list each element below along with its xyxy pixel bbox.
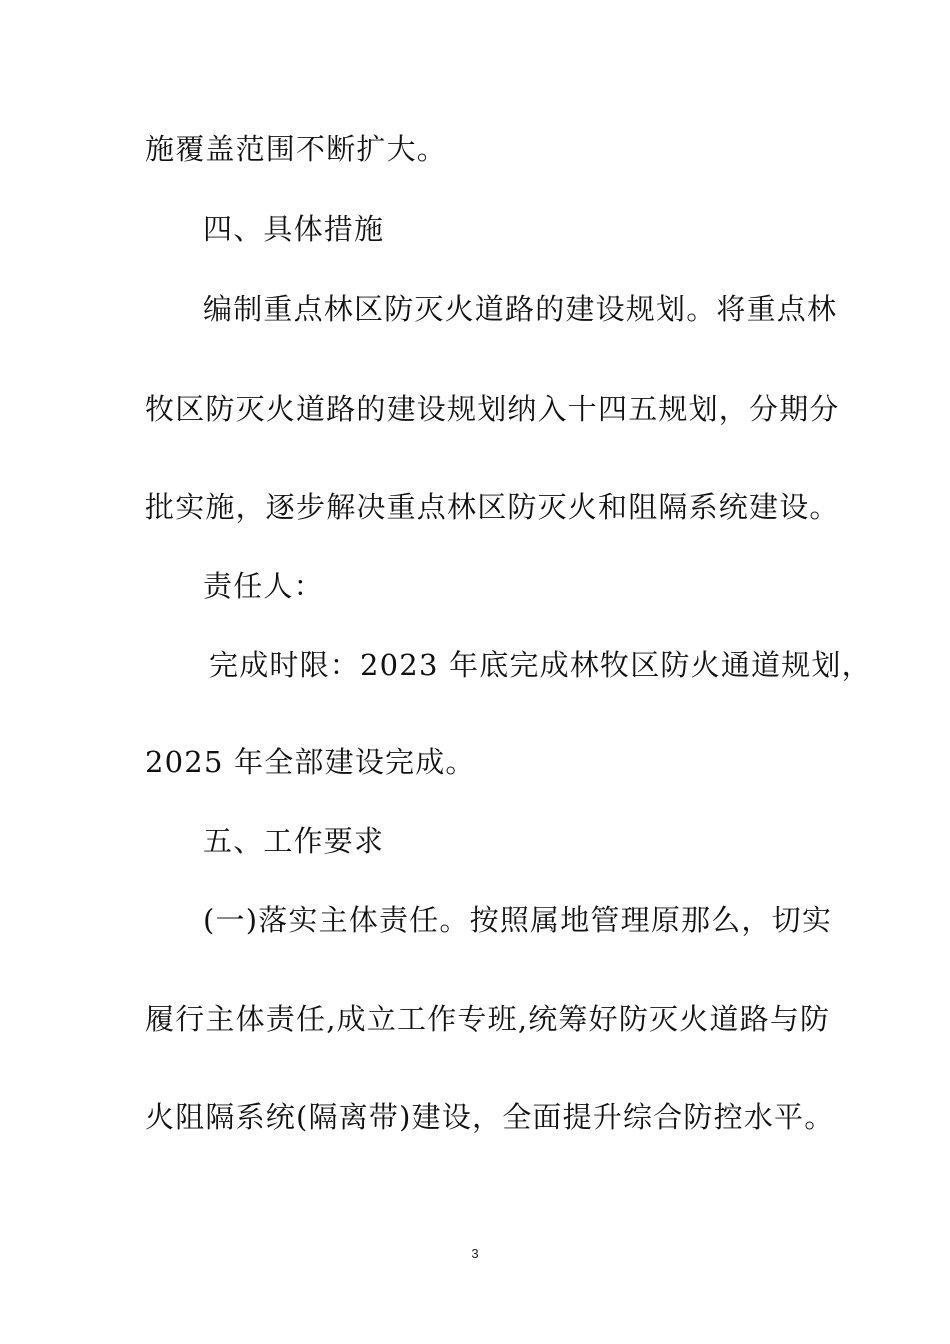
paragraph-line: 履行主体责任,成立工作专班,统筹好防灭火道路与防 (145, 1002, 831, 1036)
paragraph-line: 批实施，逐步解决重点林区防灭火和阻隔系统建设。 (145, 490, 840, 524)
paragraph-line: 编制重点林区防灭火道路的建设规划。将重点林 (203, 292, 838, 326)
section-heading-work-requirements: 五、工作要求 (203, 824, 385, 858)
deadline-line-continued: 2025 年全部建设完成。 (145, 745, 476, 779)
paragraph-line: (一)落实主体责任。按照属地管理原那么，切实 (203, 903, 833, 937)
paragraph-line: 火阻隔系统(隔离带)建设，全面提升综合防控水平。 (145, 1100, 835, 1134)
paragraph-line: 牧区防灭火道路的建设规划纳入十四五规划，分期分 (145, 392, 840, 426)
section-heading-specific-measures: 四、具体措施 (203, 212, 385, 246)
page-number: 3 (471, 1246, 479, 1261)
responsible-person-label: 责任人： (203, 569, 324, 603)
deadline-line: 完成时限：2023 年底完成林牧区防火通道规划， (209, 648, 872, 682)
paragraph-line-continuation: 施覆盖范围不断扩大。 (145, 132, 448, 166)
